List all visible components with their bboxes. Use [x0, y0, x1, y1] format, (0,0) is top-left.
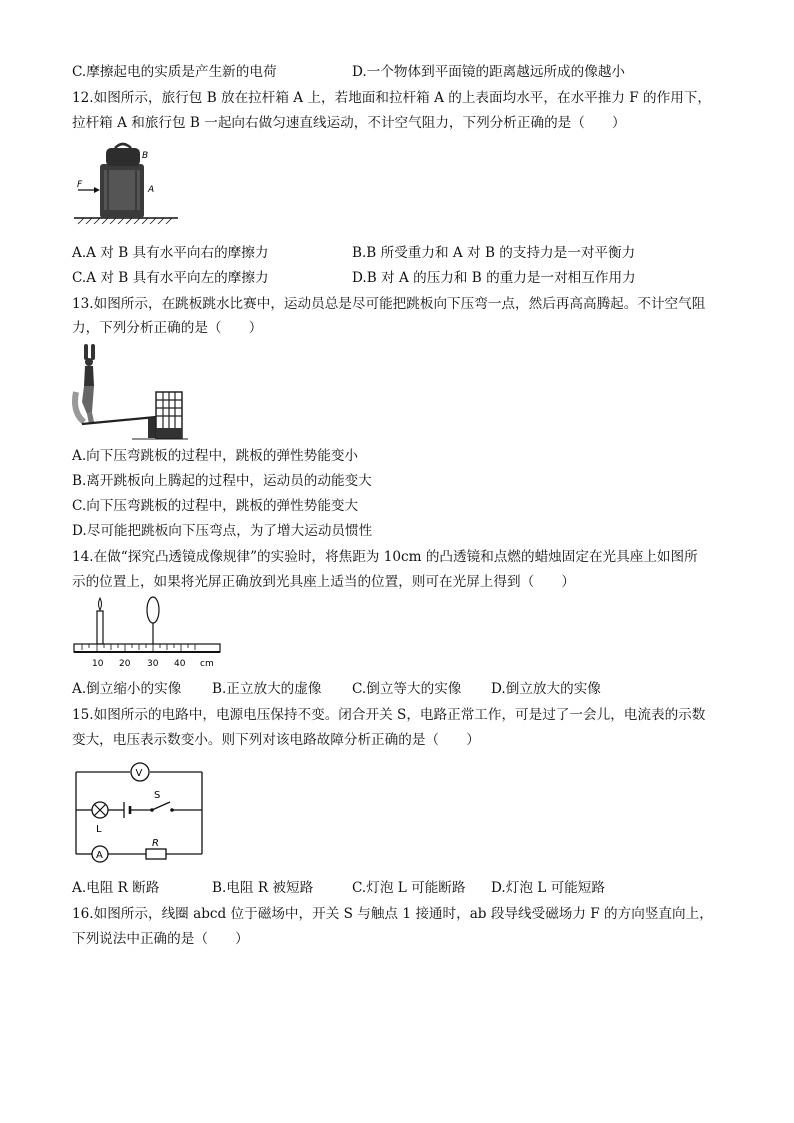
q14-tick-unit: cm: [200, 659, 214, 669]
q15-option-c: C.灯泡 L 可能断路: [352, 880, 466, 896]
q15-voltmeter-label: V: [135, 768, 143, 779]
q16-stem-line-1: 16.如图所示，线圈 abcd 位于磁场中，开关 S 与触点 1 接通时，ab 段导线受磁场力 F 的方向竖直向上，: [72, 906, 713, 922]
q12-label-b: B: [142, 151, 149, 161]
q15-resistor-label: R: [152, 838, 159, 849]
q12-option-d: D.B 对 A 的压力和 B 的重力是一对相互作用力: [352, 270, 636, 286]
q13-option-b: B.离开跳板向上腾起的过程中，运动员的动能变大: [72, 473, 372, 489]
q12-option-c: C.A 对 B 具有水平向左的摩擦力: [72, 270, 269, 286]
q14-tick-10: 10: [92, 659, 104, 669]
q12-option-a: A.A 对 B 具有水平向右的摩擦力: [72, 245, 269, 261]
q14-tick-40: 40: [174, 659, 186, 669]
q14-tick-20: 20: [119, 659, 131, 669]
q15-stem-line-2: 变大，电压表示数变小。则下列对该电路故障分析正确的是（ ）: [72, 732, 480, 748]
q12-stem-line-1: 12.如图所示，旅行包 B 放在拉杆箱 A 上，若地面和拉杆箱 A 的上表面均水平，在水平推力 F 的作用下，: [72, 90, 711, 106]
q11-option-d: D.一个物体到平面镜的距离越远所成的像越小: [352, 64, 626, 80]
q14-option-a: A.倒立缩小的实像: [72, 681, 182, 697]
q15-ammeter-label: A: [96, 850, 103, 861]
q13-diving-figure: [72, 342, 188, 442]
q12-luggage-figure: [72, 140, 182, 232]
q15-stem-line-1: 15.如图所示的电路中，电源电压保持不变。闭合开关 S，电路正常工作，可是过了一会儿，电流表的示数: [72, 707, 706, 723]
q12-label-f: F: [77, 180, 83, 190]
q15-circuit-figure: [72, 758, 208, 868]
q13-option-a: A.向下压弯跳板的过程中，跳板的弹性势能变小: [72, 448, 359, 464]
q14-stem-line-2: 示的位置上，如果将光屏正确放到光具座上适当的位置，则可在光屏上得到（ ）: [72, 574, 575, 590]
q11-option-c: C.摩擦起电的实质是产生新的电荷: [72, 64, 277, 80]
q14-option-d: D.倒立放大的实像: [491, 681, 601, 697]
q14-optical-bench-figure: [72, 596, 224, 672]
q15-option-a: A.电阻 R 断路: [72, 880, 160, 896]
q12-option-b: B.B 所受重力和 A 对 B 的支持力是一对平衡力: [352, 245, 636, 261]
q15-switch-label: S: [154, 790, 161, 801]
q14-option-c: C.倒立等大的实像: [352, 681, 462, 697]
q13-option-c: C.向下压弯跳板的过程中，跳板的弹性势能变大: [72, 498, 359, 514]
q14-stem-line-1: 14.在做“探究凸透镜成像规律”的实验时，将焦距为 10cm 的凸透镜和点燃的蜡烛固定在光具座上如图所: [72, 549, 698, 565]
q13-option-d: D.尽可能把跳板向下压弯点，为了增大运动员惯性: [72, 523, 373, 539]
q15-lamp-label: L: [96, 824, 102, 835]
q14-tick-30: 30: [147, 659, 159, 669]
q14-option-b: B.正立放大的虚像: [212, 681, 322, 697]
q12-label-a: A: [148, 185, 155, 195]
q16-stem-line-2: 下列说法中正确的是（ ）: [72, 931, 249, 947]
q13-stem-line-2: 力，下列分析正确的是（ ）: [72, 320, 263, 336]
q15-option-b: B.电阻 R 被短路: [212, 880, 314, 896]
q12-stem-line-2: 拉杆箱 A 和旅行包 B 一起向右做匀速直线运动，不计空气阻力，下列分析正确的是（ ）: [72, 115, 626, 131]
q15-option-d: D.灯泡 L 可能短路: [491, 880, 605, 896]
q13-stem-line-1: 13.如图所示，在跳板跳水比赛中，运动员总是尽可能把跳板向下压弯一点，然后再高高腾起。不计空气阻: [72, 296, 706, 312]
